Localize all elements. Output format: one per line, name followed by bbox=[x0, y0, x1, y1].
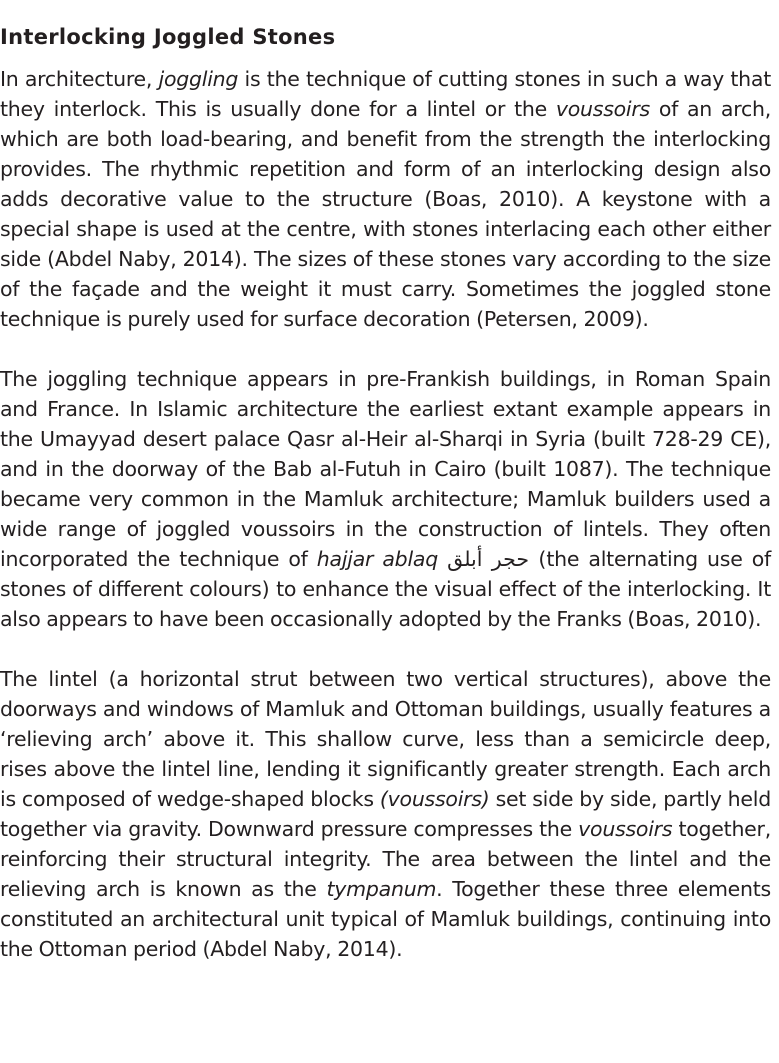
text-run: of an arch, which are both load-bearing, and benefit from the strength the interlocking provides. The rhythmic repetition and form of an interlocking design also adds decorative value to the structure (Boas, 2010). A keystone with a special shape is used at the centre, with stones interlacing each other either side (Abdel Naby, 2014). The sizes of these stones vary according to the size of the façade and the weight it must carry. Sometimes the joggled stone technique is purely used for surface decoration (Petersen, 2009). bbox=[0, 97, 771, 331]
text-run: is the technique of cutting stones in such a way that they interlock. This is usually done for a lintel or the bbox=[0, 67, 771, 121]
arabic-term: حجر أبلق bbox=[447, 547, 529, 571]
italic-term-joggling: joggling bbox=[158, 67, 239, 91]
italic-term-voussoirs: (voussoirs) bbox=[379, 787, 490, 811]
text-run: . Together these three elements constituted an architectural unit typical of Mamluk buildings, continuing into the Ottoman period (Abdel Naby, 2014). bbox=[0, 877, 771, 961]
italic-term-tympanum: tympanum bbox=[326, 877, 437, 901]
section-heading: Interlocking Joggled Stones bbox=[0, 25, 336, 49]
text-run: set side by side, partly held together via gravity. Downward pressure compresses the bbox=[0, 787, 771, 841]
document-body bbox=[0, 22, 771, 964]
text-run: together, reinforcing their structural integrity. The area between the lintel and the relieving arch is known as the bbox=[0, 817, 771, 901]
text-run: (the alternating use of stones of different colours) to enhance the visual effect of the interlocking. It also appears to have been occasionally adopted by the Franks (Boas, 2010). bbox=[0, 547, 771, 631]
paragraph-joggling-definition bbox=[0, 64, 771, 334]
paragraph-joggling-history bbox=[0, 364, 771, 634]
text-run: In architecture, bbox=[0, 67, 159, 91]
italic-term-voussoirs: voussoirs bbox=[555, 97, 650, 121]
text-run: The joggling technique appears in pre-Frankish buildings, in Roman Spain and France. In Islamic architecture the earliest extant example appears in the Umayyad desert palace Qasr al-Heir al-Sharqi in Syria (built 728-29 CE), and in the doorway of the Bab al-Futuh in Cairo (built 1087). The technique became very common in the Mamluk architecture; Mamluk builders used a wide range of joggled voussoirs in the construction of lintels. They often incorporated the technique of bbox=[0, 367, 771, 571]
paragraph-lintel-relieving-arch bbox=[0, 664, 771, 964]
italic-term-hajjar-ablaq: hajjar ablaq bbox=[316, 547, 438, 571]
text-run: The lintel (a horizontal strut between two vertical structures), above the doorways and windows of Mamluk and Ottoman buildings, usually features a ‘relieving arch’ above it. This shallow curve, less than a semicircle deep, rises above the lintel line, lending it significantly greater strength. Each arch is composed of wedge-shaped blocks bbox=[0, 667, 771, 811]
italic-term-voussoirs: voussoirs bbox=[578, 817, 673, 841]
